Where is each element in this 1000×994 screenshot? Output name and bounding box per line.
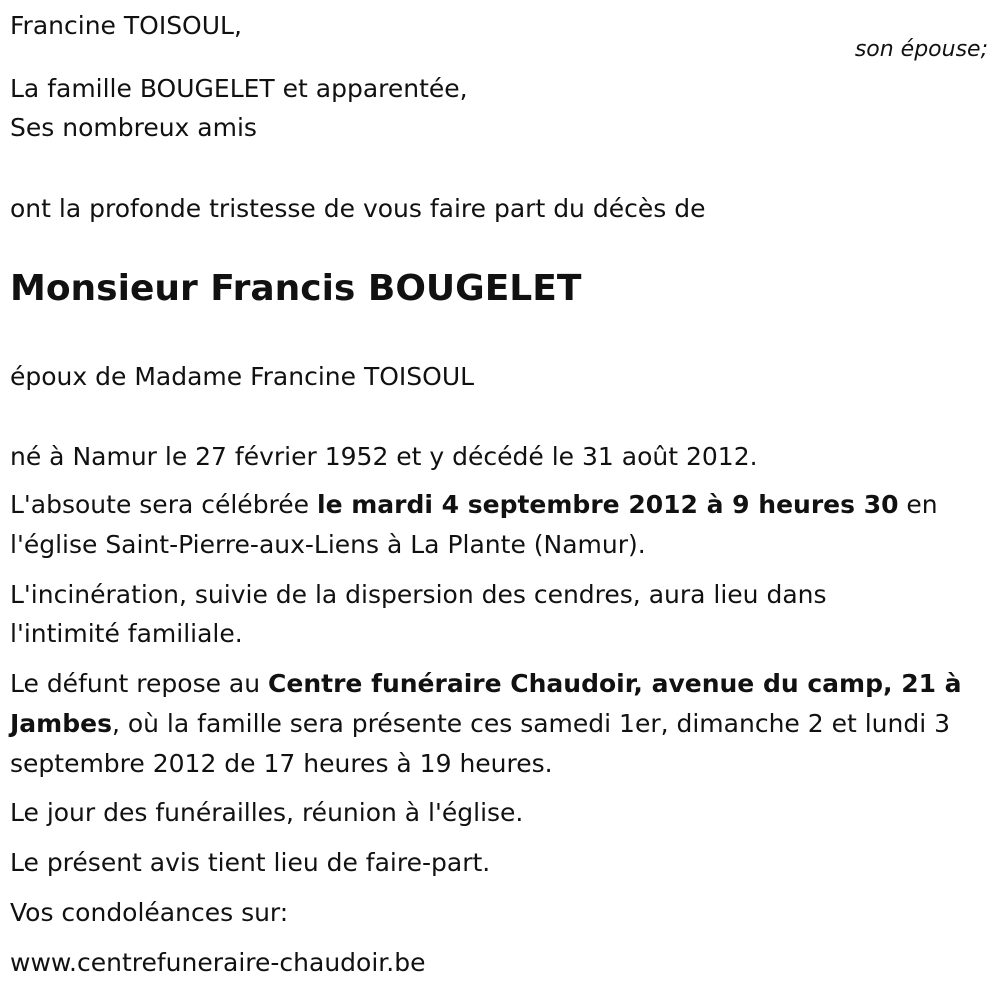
service-line-1 [10, 485, 938, 525]
spouse-name: Francine TOISOUL, [10, 11, 242, 40]
condolences-website-link[interactable]: www.centrefuneraire-chaudoir.be [10, 948, 426, 977]
service-line-2: l'église Saint-Pierre-aux-Liens à La Plante (Namur). [10, 530, 646, 559]
spouse-relation: son épouse; [854, 37, 988, 62]
viewing-line-1 [10, 664, 962, 704]
intro-text: ont la profonde tristesse de vous faire part du décès de [10, 194, 706, 223]
service-suffix: en [898, 490, 938, 519]
viewing-city: Jambes [10, 709, 112, 738]
service-prefix: L'absoute sera célébrée [10, 490, 317, 519]
notice-text: Le présent avis tient lieu de faire-part. [10, 848, 491, 877]
cremation-line-1: L'incinération, suivie de la dispersion des cendres, aura lieu dans [10, 580, 827, 609]
viewing-line-3: septembre 2012 de 17 heures à 19 heures. [10, 749, 553, 778]
viewing-prefix: Le défunt repose au [10, 669, 269, 698]
spouse-of-text: époux de Madame Francine TOISOUL [10, 362, 475, 391]
condolences-label: Vos condoléances sur: [10, 898, 289, 927]
friends-line: Ses nombreux amis [10, 113, 257, 142]
cremation-line-2: l'intimité familiale. [10, 619, 243, 648]
viewing-details: , où la famille sera présente ces samedi 1er, dimanche 2 et lundi 3 [111, 709, 951, 738]
birth-death-text: né à Namur le 27 février 1952 et y décédé le 31 août 2012. [10, 442, 758, 471]
reunion-text: Le jour des funérailles, réunion à l'église. [10, 798, 524, 827]
service-datetime: le mardi 4 septembre 2012 à 9 heures 30 [317, 490, 899, 519]
deceased-name: Monsieur Francis BOUGELET [10, 268, 582, 309]
viewing-line-2 [10, 704, 950, 744]
viewing-location: Centre funéraire Chaudoir, avenue du camp, 21 à [268, 669, 962, 698]
family-line: La famille BOUGELET et apparentée, [10, 74, 468, 103]
